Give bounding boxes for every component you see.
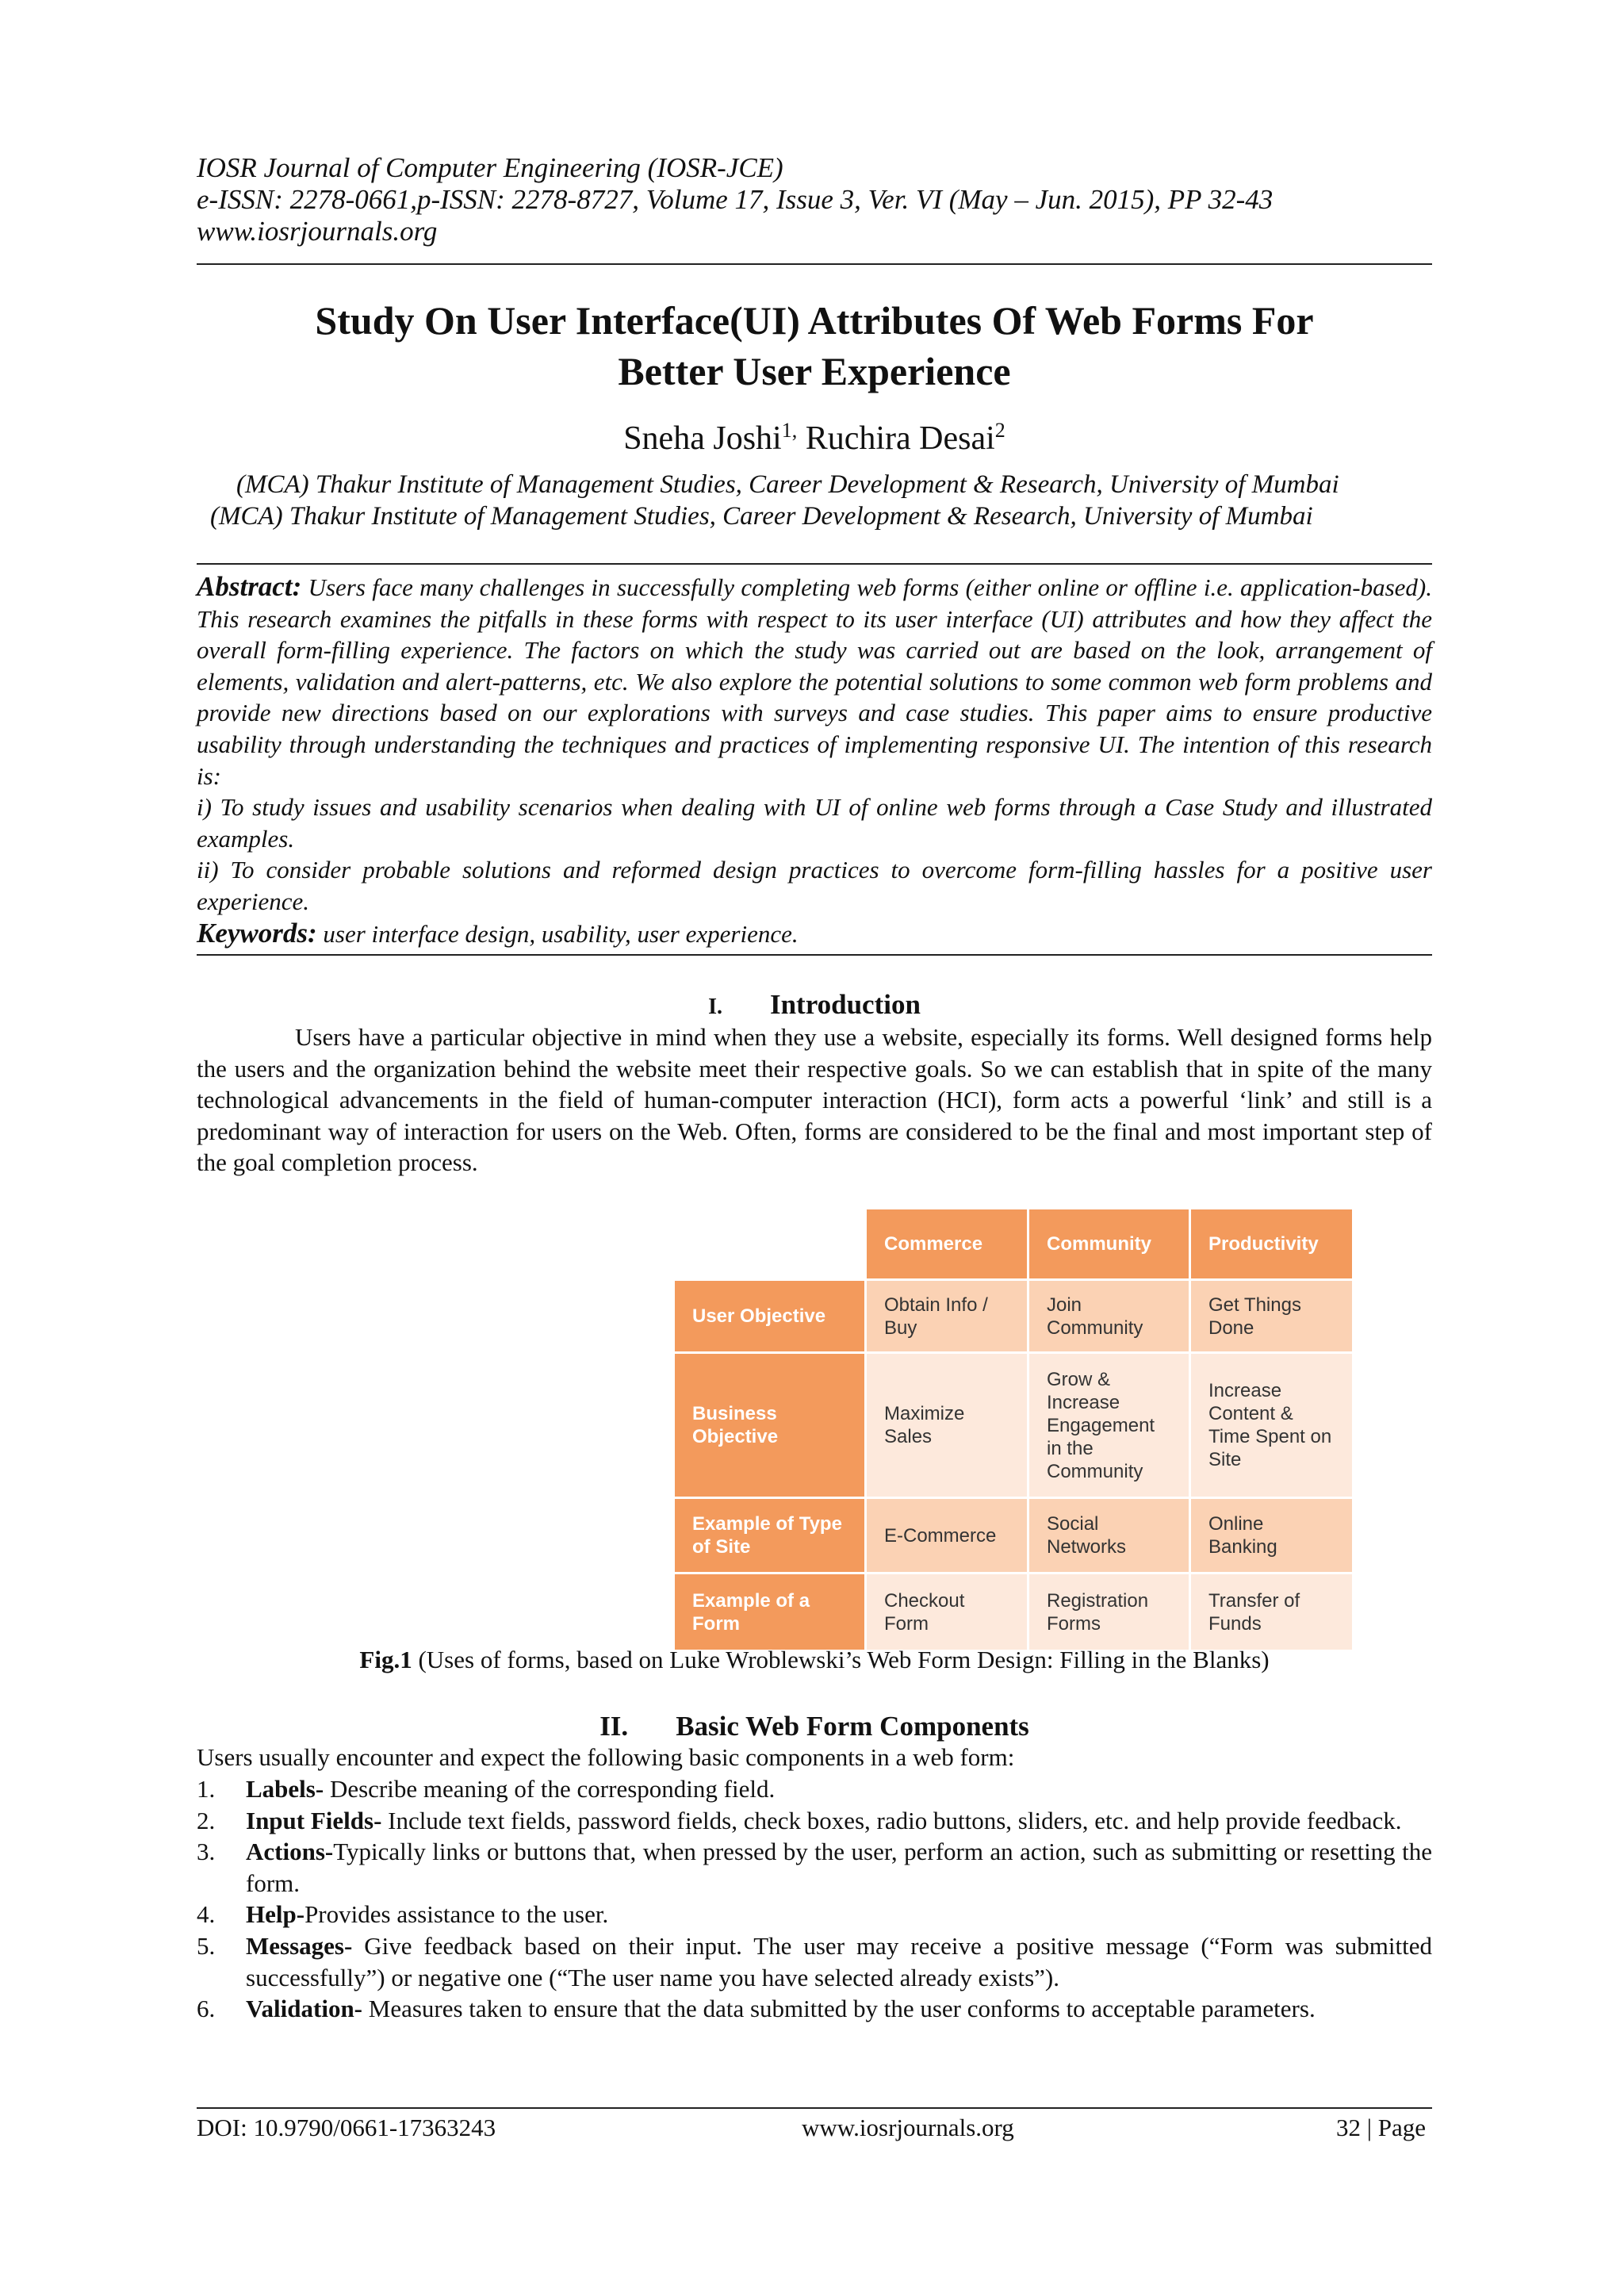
list-item	[197, 1773, 1432, 1805]
figure-caption-text: (Uses of forms, based on Luke Wroblewski’s Web Form Design: Filling in the Blanks)	[412, 1646, 1270, 1673]
list-item	[197, 1930, 1432, 1993]
list-term: Input Fields-	[246, 1806, 382, 1834]
section-number: II.	[599, 1711, 629, 1742]
figure-uses-of-forms-table	[675, 1209, 1352, 1650]
footer-rule	[197, 2107, 1432, 2109]
abstract	[197, 571, 1432, 949]
components-list	[197, 1773, 1432, 2025]
row-header: User Objective	[675, 1281, 864, 1351]
footer-doi: DOI: 10.9790/0661-17363243	[197, 2114, 496, 2141]
introduction-text: Users have a particular objective in mind when they use a website, especially its forms. Well designed forms help the users and the organization behind the website meet their respective goals. So we can establish that in spite of the many technological advancements in the field of human-computer interaction (HCI), form acts a powerful ‘link’ and still is a predominant way of interaction for users on the Web. Often, forms are considered to be the final and most important step of the goal completion process.	[197, 1023, 1432, 1177]
list-text: Give feedback based on their input. The user may receive a positive message (“Form was submitted successfully”) or negative one (“The user name you have selected already exists”).	[246, 1931, 1432, 1991]
affiliation-1: (MCA) Thakur Institute of Management Studies, Career Development & Research, University of Mumbai	[236, 470, 1339, 499]
table-cell: Transfer of Funds	[1191, 1574, 1352, 1650]
table-cell: Maximize Sales	[867, 1354, 1027, 1497]
author-1: Sneha Joshi	[623, 420, 782, 457]
abstract-point-2: ii) To consider probable solutions and reformed design practices to overcome form-filling hassles for a positive user experience.	[197, 856, 1432, 915]
row-header: Example of Type of Site	[675, 1499, 864, 1572]
list-text: Include text fields, password fields, check boxes, radio buttons, sliders, etc. and help provide feedback.	[381, 1806, 1402, 1834]
figure-caption	[197, 1646, 1432, 1674]
author-1-sup: 1,	[781, 419, 798, 442]
list-item	[197, 1805, 1432, 1837]
list-item	[197, 1993, 1432, 2025]
abstract-top-rule	[197, 563, 1432, 565]
keywords-text: user interface design, usability, user experience.	[316, 919, 799, 948]
table-cell: Obtain Info / Buy	[867, 1281, 1027, 1351]
table-cell: Registration Forms	[1029, 1574, 1189, 1650]
list-term: Labels-	[246, 1775, 324, 1803]
figure-caption-label: Fig.1	[359, 1646, 412, 1673]
column-header: Community	[1029, 1209, 1189, 1278]
abstract-bottom-rule	[197, 954, 1432, 956]
author-2-sup: 2	[994, 419, 1005, 442]
list-text: Typically links or buttons that, when pressed by the user, perform an action, such as submitting or resetting the form.	[246, 1838, 1432, 1897]
section-title: Basic Web Form Components	[676, 1711, 1029, 1742]
list-number: 4.	[197, 1900, 216, 1929]
table-cell: Join Community	[1029, 1281, 1189, 1351]
section-heading-introduction	[197, 989, 1432, 1021]
list-text: Measures taken to ensure that the data submitted by the user conforms to acceptable parameters.	[362, 1995, 1316, 2023]
table-cell: Checkout Form	[867, 1574, 1027, 1650]
list-number: 5.	[197, 1931, 216, 1960]
list-term: Messages-	[246, 1931, 353, 1960]
list-number: 1.	[197, 1775, 216, 1803]
list-term: Help-	[246, 1900, 305, 1929]
abstract-label: Abstract:	[197, 571, 302, 602]
table-cell: Get Things Done	[1191, 1281, 1352, 1351]
header-rule	[197, 263, 1432, 265]
journal-issn: e-ISSN: 2278-0661,p-ISSN: 2278-8727, Volume 17, Issue 3, Ver. VI (May – Jun. 2015), PP 32-43	[197, 184, 1274, 215]
journal-website: www.iosrjournals.org	[197, 216, 438, 247]
row-header: Business Objective	[675, 1354, 864, 1497]
title-line-1: Study On User Interface(UI) Attributes Of Web Forms For	[315, 298, 1314, 343]
list-number: 6.	[197, 1995, 216, 2023]
list-term: Validation-	[246, 1995, 363, 2023]
table-cell: Increase Content & Time Spent on Site	[1191, 1354, 1352, 1497]
list-number: 3.	[197, 1838, 216, 1866]
column-header: Productivity	[1191, 1209, 1352, 1278]
table-cell: Online Banking	[1191, 1499, 1352, 1572]
column-header: Commerce	[867, 1209, 1027, 1278]
table-cell: Grow & Increase Engagement in the Community	[1029, 1354, 1189, 1497]
list-item	[197, 1836, 1432, 1899]
introduction-paragraph	[197, 1022, 1432, 1179]
row-header: Example of a Form	[675, 1574, 864, 1650]
list-text: Describe meaning of the corresponding field.	[324, 1775, 776, 1803]
author-2: Ruchira Desai	[797, 420, 995, 457]
table-cell: Social Networks	[1029, 1499, 1189, 1572]
list-item	[197, 1899, 1432, 1930]
table-cell: E-Commerce	[867, 1499, 1027, 1572]
paper-title	[197, 295, 1432, 397]
abstract-point-1: i) To study issues and usability scenarios when dealing with UI of online web forms through a Case Study and illustrated examples.	[197, 793, 1432, 853]
list-text: Provides assistance to the user.	[304, 1900, 609, 1929]
keywords-label: Keywords:	[197, 917, 317, 949]
footer-page-number: 32 | Page	[1336, 2114, 1426, 2141]
affiliation-2: (MCA) Thakur Institute of Management Studies, Career Development & Research, University of Mumbai	[210, 502, 1313, 531]
title-line-2: Better User Experience	[618, 349, 1011, 393]
abstract-text: Users face many challenges in successfully completing web forms (either online or offline i.e. application-based). This research examines the pitfalls in these forms with respect to its user interface (UI) attributes and how they affect the overall form-filling experience. The factors on which the study was carried out are based on the look, arrangement of elements, validation and alert-patterns, etc. We also explore the potential solutions to some common web form problems and provide new directions based on our explorations with surveys and case studies. This paper aims to ensure productive usability through understanding the techniques and practices of implementing responsive UI. The intention of this research is:	[197, 573, 1432, 790]
journal-name: IOSR Journal of Computer Engineering (IOSR-JCE)	[197, 152, 783, 183]
section-heading-components	[197, 1711, 1432, 1742]
journal-header	[197, 152, 1432, 247]
footer-website: www.iosrjournals.org	[802, 2114, 1014, 2141]
section-number: I.	[708, 995, 722, 1019]
components-intro: Users usually encounter and expect the following basic components in a web form:	[197, 1743, 1015, 1771]
list-term: Actions-	[246, 1838, 334, 1866]
section-title: Introduction	[769, 989, 921, 1020]
authors	[197, 419, 1432, 458]
list-number: 2.	[197, 1806, 216, 1834]
